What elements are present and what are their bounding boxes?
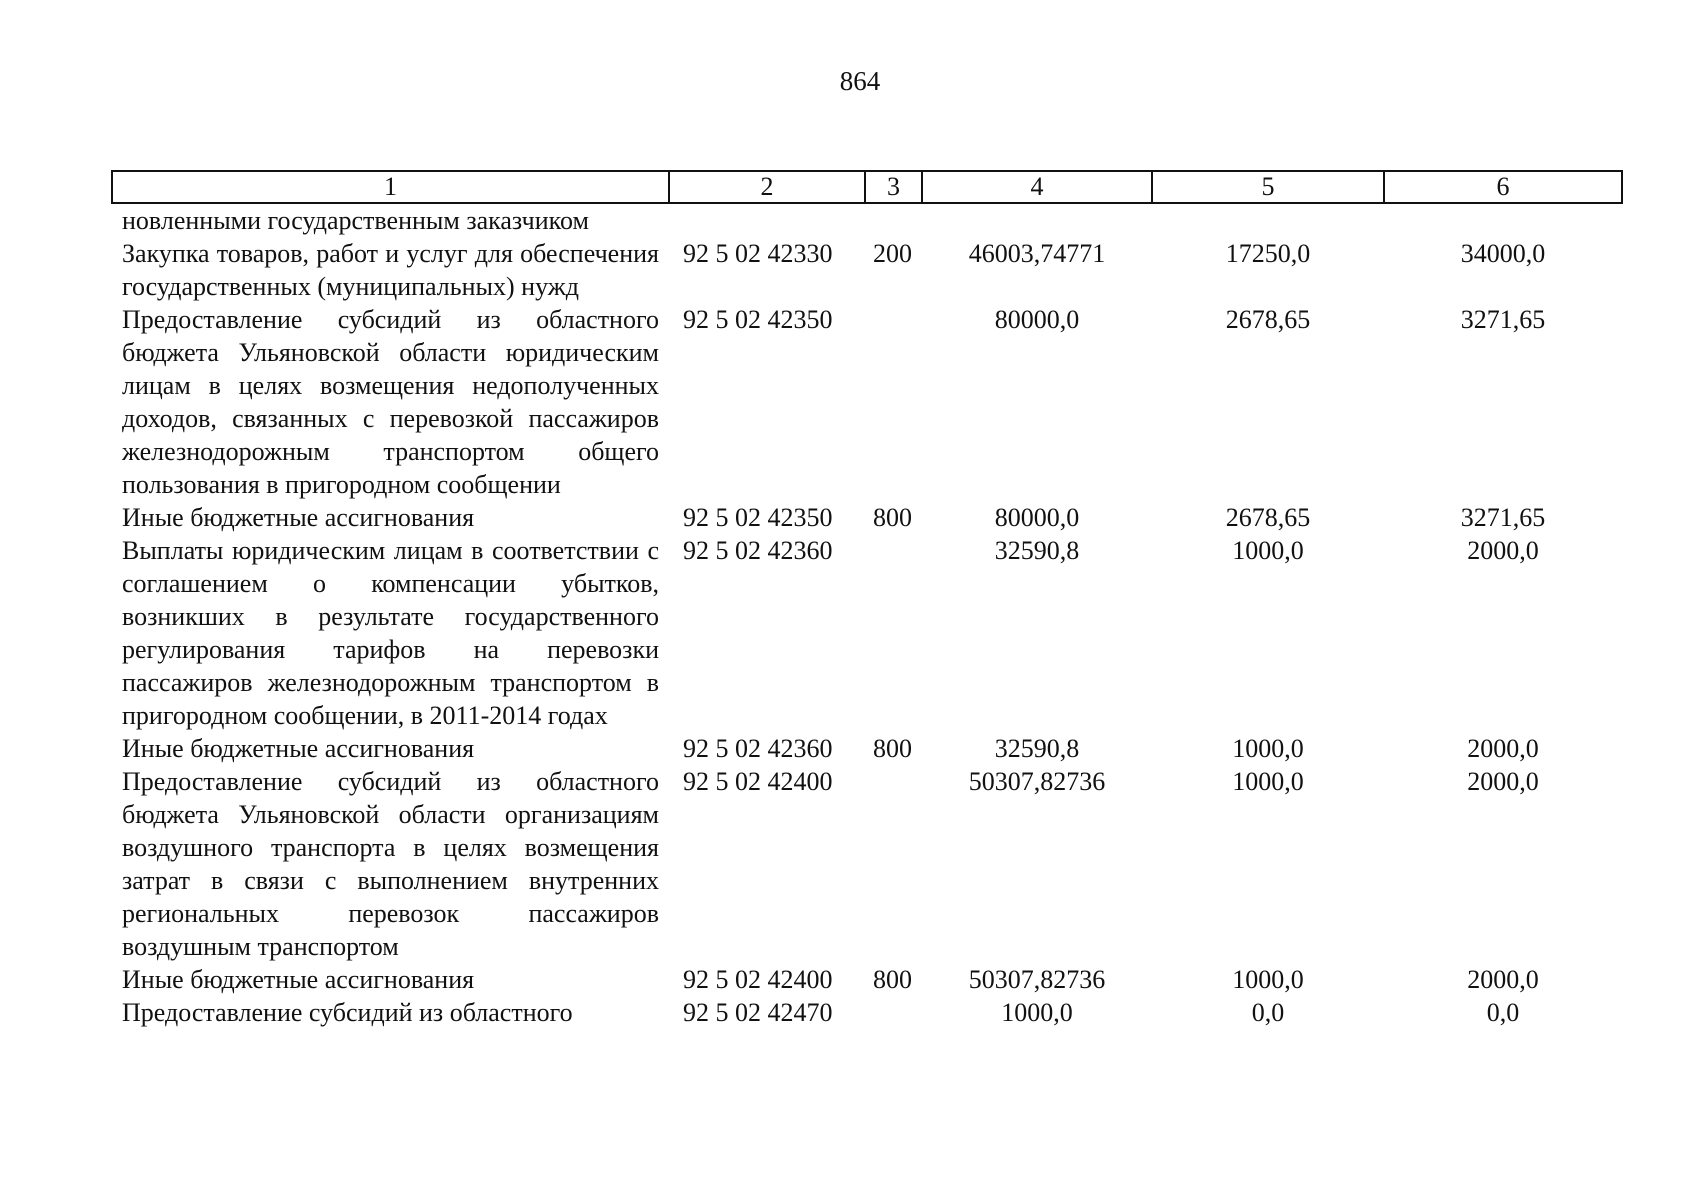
row-target-code: 92 5 02 42400 [683,965,833,994]
row-value-col6: 3271,65 [1460,503,1546,532]
row-expense-type [865,996,922,1029]
table-row [112,237,1622,303]
header-row [112,171,1622,203]
row-target-code: 92 5 02 42330 [683,239,833,268]
row-value-col6: 0,0 [1486,998,1520,1027]
row-description: Иные бюджетные ассигнования [122,503,475,532]
row-expense-type [865,534,922,732]
row-value-col5: 0,0 [1251,998,1285,1027]
row-value-col5 [1152,203,1384,237]
row-expense-type: 800 [873,734,912,763]
row-description: Предоставление субсидий из областного [122,998,573,1027]
row-value-col4: 1000,0 [1001,998,1073,1027]
row-target-code: 92 5 02 42350 [683,503,833,532]
row-value-col4: 46003,74771 [968,239,1106,268]
row-description: Иные бюджетные ассигнования [122,734,475,763]
table-row [112,203,1622,237]
row-value-col5: 1000,0 [1232,734,1304,763]
row-expense-type: 800 [873,965,912,994]
row-value-col5: 2678,65 [1225,503,1311,532]
row-value-col5: 1000,0 [1232,965,1304,994]
row-value-col5: 2678,65 [1225,305,1311,334]
row-value-col6: 34000,0 [1460,239,1546,268]
row-value-col4: 32590,8 [994,734,1080,763]
row-target-code [669,203,865,237]
row-value-col4 [922,203,1152,237]
row-value-col6: 2000,0 [1467,536,1539,565]
row-expense-type [865,203,922,237]
column-header-3: 3 [865,171,922,203]
row-expense-type: 200 [873,239,912,268]
table-row [112,996,1622,1029]
table-row [112,963,1622,996]
table-row [112,501,1622,534]
row-expense-type [865,765,922,963]
row-expense-type: 800 [873,503,912,532]
table-header [112,171,1622,203]
row-value-col6 [1384,203,1622,237]
row-description: Предоставление субсидий из областного бюджета Ульяновской области юридическим лицам в целях возмещения недополученных доходов, связанных с перевозкой пассажиров железнодорожным транспортом общего пользования в пригородном сообщении [122,305,659,499]
row-value-col5: 1000,0 [1232,767,1304,796]
table-row [112,534,1622,732]
column-header-6: 6 [1384,171,1622,203]
table-row [112,732,1622,765]
row-description: новленными государственным заказчиком [122,206,589,235]
row-value-col4: 80000,0 [994,503,1080,532]
row-value-col5: 1000,0 [1232,536,1304,565]
table-row [112,303,1622,501]
row-target-code: 92 5 02 42360 [683,734,833,763]
row-expense-type [865,303,922,501]
column-header-4: 4 [922,171,1152,203]
budget-table [111,170,1623,1029]
row-target-code: 92 5 02 42400 [683,767,833,796]
row-value-col6: 3271,65 [1460,305,1546,334]
column-header-1: 1 [112,171,669,203]
row-value-col4: 50307,82736 [968,965,1106,994]
column-header-2: 2 [669,171,865,203]
table-body [112,203,1622,1029]
row-value-col4: 80000,0 [994,305,1080,334]
row-target-code: 92 5 02 42360 [683,536,833,565]
row-target-code: 92 5 02 42470 [683,998,833,1027]
row-description: Закупка товаров, работ и услуг для обеспечения государственных (муниципальных) нужд [122,239,659,301]
row-value-col4: 32590,8 [994,536,1080,565]
row-target-code: 92 5 02 42350 [683,305,833,334]
row-description: Иные бюджетные ассигнования [122,965,475,994]
row-value-col6: 2000,0 [1467,734,1539,763]
row-value-col5: 17250,0 [1225,239,1311,268]
row-value-col6: 2000,0 [1467,965,1539,994]
table-row [112,765,1622,963]
page-number: 864 [839,66,881,96]
column-header-5: 5 [1152,171,1384,203]
row-value-col6: 2000,0 [1467,767,1539,796]
row-value-col4: 50307,82736 [968,767,1106,796]
row-description: Предоставление субсидий из областного бюджета Ульяновской области организациям воздушного транспорта в целях возмещения затрат в связи с выполнением внутренних региональных перевозок пассажиров воздушным транспортом [122,767,659,961]
row-description: Выплаты юридическим лицам в соответствии с соглашением о компенсации убытков, возникших в результате государственного регулирования тарифов на перевозки пассажиров железнодорожным транспортом в пригородном сообщении, в 2011-2014 годах [122,536,659,730]
